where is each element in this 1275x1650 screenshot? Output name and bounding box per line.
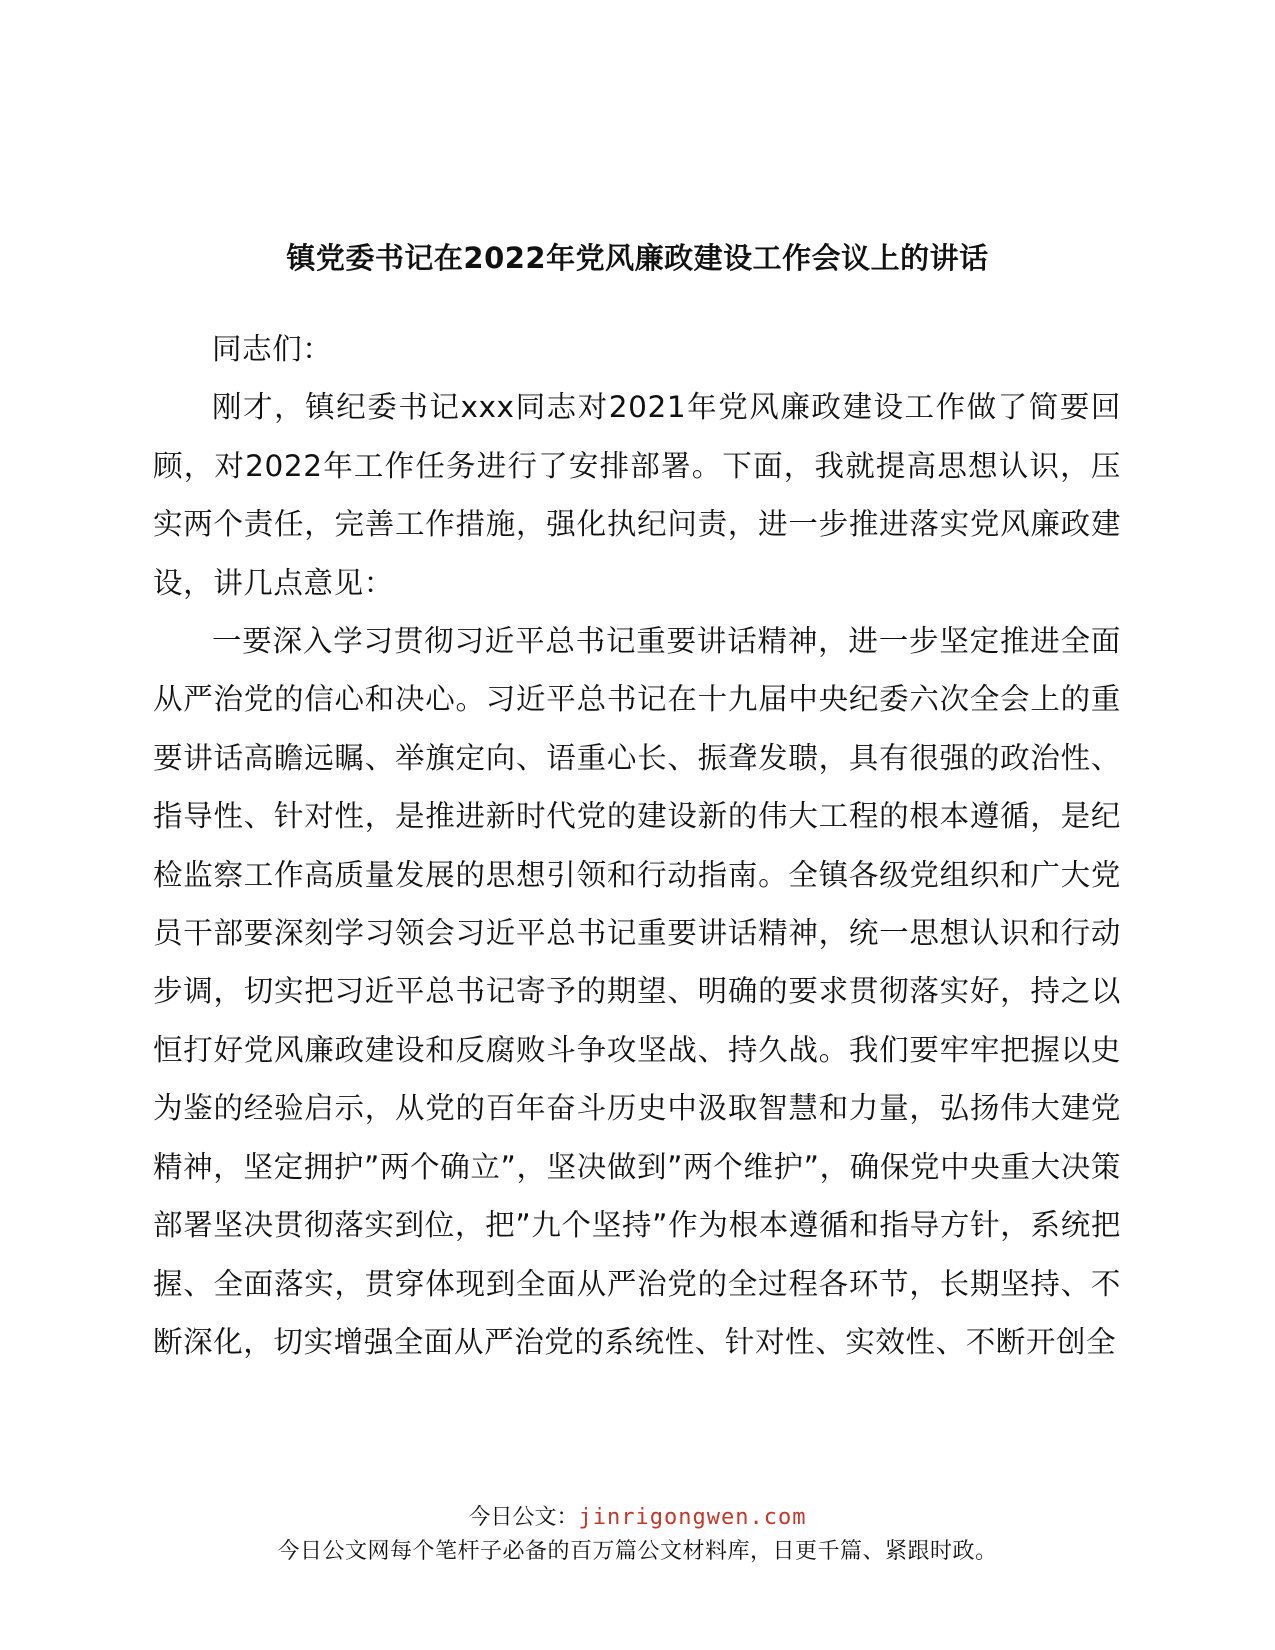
footer-slogan: 今日公文网每个笔杆子必备的百万篇公文材料库，日更千篇、紧跟时政。 (277, 1539, 998, 1564)
footer-site-url[interactable]: jinrigongwen.com (578, 1505, 807, 1530)
document-title: 镇党委书记在2022年党风廉政建设工作会议上的讲话 (286, 241, 989, 275)
footer-site-line (0, 1501, 1275, 1535)
document-body (153, 320, 1121, 1371)
point-one-paragraph: 一要深入学习贯彻习近平总书记重要讲话精神，进一步坚定推进全面从严治党的信心和决心。习近平总书记在十九届中央纪委六次全会上的重要讲话高瞻远瞩、举旗定向、语重心长、振聋发聩，具有很强的政治性、指导性、针对性，是推进新时代党的建设新的伟大工程的根本遵循，是纪检监察工作高质量发展的思想引领和行动指南。全镇各级党组织和广大党员干部要深刻学习领会习近平总书记重要讲话精神，统一思想认识和行动步调，切实把习近平总书记寄予的期望、明确的要求贯彻落实好，持之以恒打好党风廉政建设和反腐败斗争攻坚战、持久战。我们要牢牢把握以史为鉴的经验启示，从党的百年奋斗历史中汲取智慧和力量，弘扬伟大建党精神，坚定拥护”两个确立”，坚决做到”两个维护”，确保党中央重大决策部署坚决贯彻落实到位，把”九个坚持”作为根本遵循和指导方针，系统把握、全面落实，贯穿体现到全面从严治党的全过程各环节，长期坚持、不断深化，切实增强全面从严治党的系统性、针对性、实效性、不断开创全 (153, 624, 1121, 1359)
intro-paragraph: 刚才，镇纪委书记xxx同志对2021年党风廉政建设工作做了简要回顾，对2022年工作任务进行了安排部署。下面，我就提高思想认识，压实两个责任，完善工作措施，强化执纪问责，进一步推进落实党风廉政建设，讲几点意见： (153, 390, 1121, 600)
footer-site-label: 今日公文： (468, 1505, 579, 1530)
salutation-paragraph: 同志们： (212, 332, 333, 366)
page-footer (0, 1501, 1275, 1569)
